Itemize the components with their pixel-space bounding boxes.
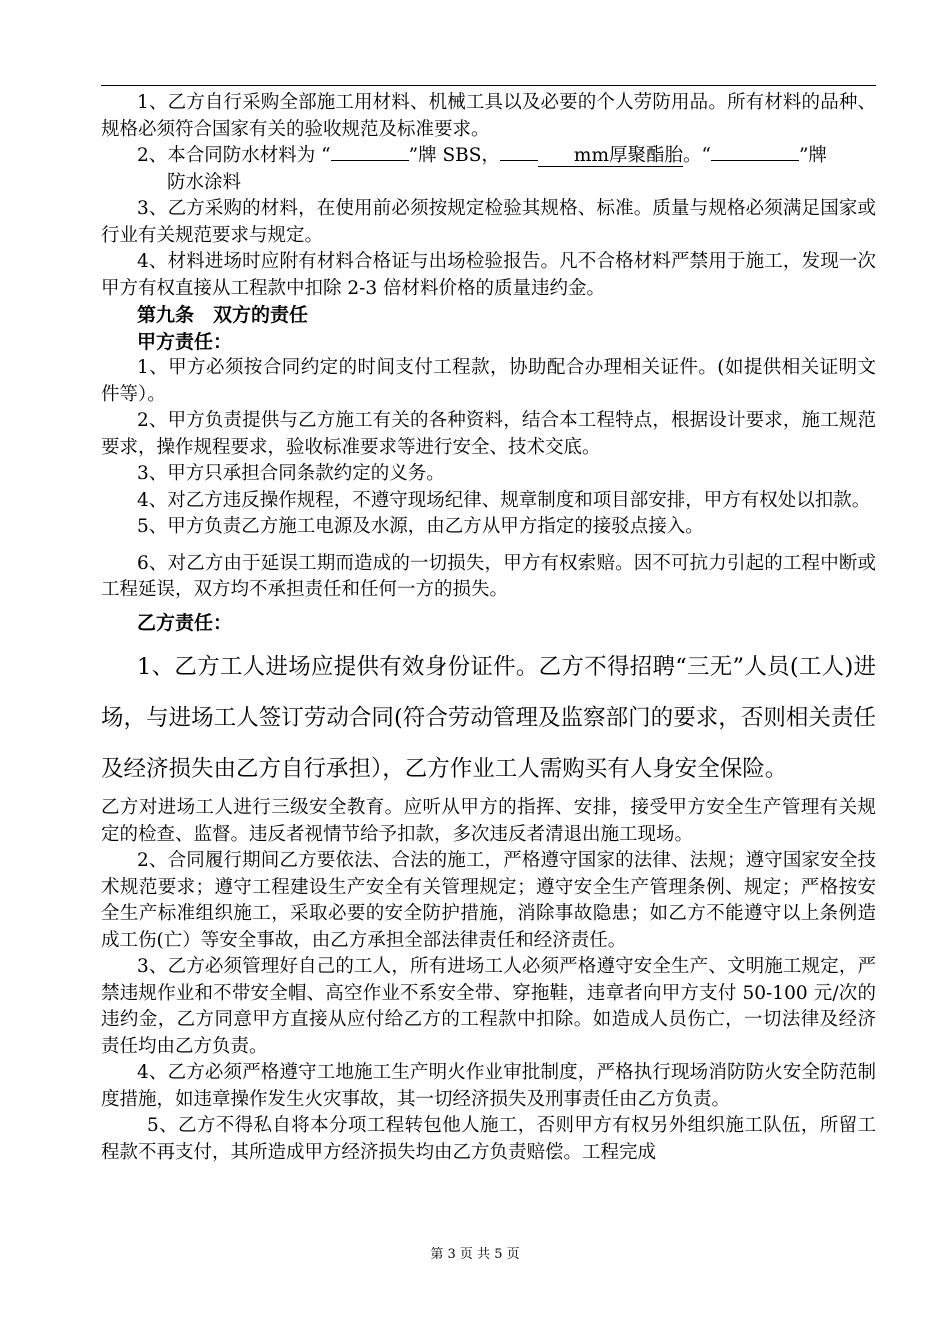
material-clause-2-coating: 防水涂料	[167, 171, 242, 193]
header-rule	[101, 85, 876, 86]
material-clause-2-prefix: 2、本合同防水材料为 “	[137, 145, 331, 166]
party-b-title: 乙方责任：	[137, 611, 233, 634]
party-b-clause-4: 4、乙方必须严格遵守工地施工生产明火作业审批制度，严格执行现场消防防火安全防范制度措施，如违章操作发生火灾事故，其一切经济损失及刑事责任由乙方负责。	[101, 1062, 876, 1110]
party-b-clause-2: 2、合同履行期间乙方要依法、合法的施工，严格遵守国家的法律、法规；遵守国家安全技术规范要求；遵守工程建设生产安全有关管理规定；遵守安全生产管理条例、规定；严格按安全生产标准组织施工，采取必要的安全防护措施，消除事故隐患；如乙方不能遵守以上条例造成工伤(亡）等安全事故，由乙方承担全部法律责任和经济责任。	[101, 850, 876, 951]
party-a-clause-2: 2、甲方负责提供与乙方施工有关的各种资料，结合本工程特点，根据设计要求，施工规范要求，操作规程要求，验收标准要求等进行安全、技术交底。	[101, 410, 876, 458]
material-clause-2	[101, 143, 876, 170]
material-clause-2-quote: 。“	[683, 145, 711, 166]
material-clause-2-brand: ”牌	[798, 145, 827, 166]
brand-blank-2	[711, 160, 799, 161]
polyester-text: mm厚聚酯胎	[538, 146, 683, 167]
material-clause-3: 3、乙方采购的材料，在使用前必须按规定检验其规格、标准。质量与规格必须满足国家或行业有关规范要求与规定。	[101, 198, 876, 246]
party-a-clause-4: 4、对乙方违反操作规程，不遵守现场纪律、规章制度和项目部安排，甲方有权处以扣款。	[137, 489, 871, 511]
party-a-clause-5: 5、甲方负责乙方施工电源及水源，由乙方从甲方指定的接驳点接入。	[137, 516, 704, 537]
party-a-clause-6: 6、对乙方由于延误工期而造成的一切损失，甲方有权索赔。因不可抗力引起的工程中断或工程延误，双方均不承担责任和任何一方的损失。	[101, 552, 876, 600]
party-a-clause-1: 1、甲方必须按合同约定的时间支付工程款，协助配合办理相关证件。(如提供相关证明文件等）。	[101, 357, 876, 405]
party-a-title: 甲方责任：	[137, 330, 233, 353]
brand-blank-1	[331, 160, 409, 161]
thickness-blank	[500, 160, 538, 161]
party-b-clause-3: 3、乙方必须管理好自己的工人，所有进场工人必须严格遵守安全生产、文明施工规定，严禁违规作业和不带安全帽、高空作业不系安全带、穿拖鞋，违章者向甲方支付 50-100 元/次的违约金，乙方同意甲方直接从应付给乙方的工程款中扣除。如造成人员伤亡，一切法律及经济责任均由乙方负责。	[101, 956, 876, 1057]
material-clause-4: 4、材料进场时应附有材料合格证与出场检验报告。凡不合格材料严禁用于施工，发现一次甲方有权直接从工程款中扣除 2-3 倍材料价格的质量违约金。	[101, 251, 876, 299]
page-footer: 第 3 页 共 5 页	[430, 1247, 520, 1262]
party-a-clause-3: 3、甲方只承担合同条款约定的义务。	[137, 463, 445, 484]
party-b-clause-1-rest: 乙方对进场工人进行三级安全教育。应听从甲方的指挥、安排，接受甲方安全生产管理有关规定的检查、监督。违反者视情节给予扣款，多次违反者清退出施工现场。	[101, 797, 876, 845]
party-b-clause-5: 5、乙方不得私自将本分项工程转包他人施工，否则甲方有权另外组织施工队伍，所留工程款不再支付，其所造成甲方经济损失均由乙方负责赔偿。工程完成	[101, 1115, 876, 1163]
material-clause-2-sbs: ”牌 SBS，	[408, 145, 500, 166]
article-heading: 第九条 双方的责任	[137, 304, 309, 326]
document-body	[101, 90, 876, 1166]
party-b-clause-1-large: 1、乙方工人进场应提供有效身份证件。乙方不得招聘“三无”人员(工人)进场，与进场工人签订劳动合同(符合劳动管理及监察部门的要求，否则相关责任及经济损失由乙方自行承担），乙方作业工人需购买有人身安全保险。	[101, 654, 876, 782]
material-clause-1: 1、乙方自行采购全部施工用材料、机械工具以及必要的个人劳防用品。所有材料的品种、规格必须符合国家有关的验收规范及标准要求。	[101, 92, 876, 140]
